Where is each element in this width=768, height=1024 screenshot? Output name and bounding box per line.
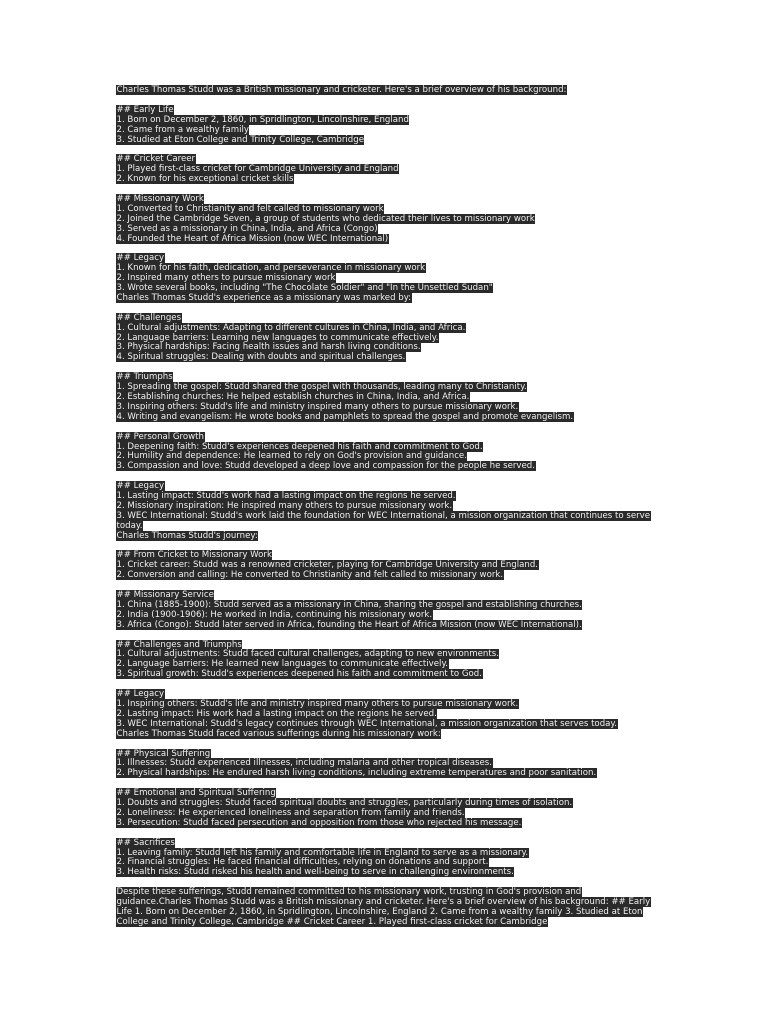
selected-text: ## Physical Suffering [116, 748, 211, 759]
selected-text: 2. Humility and dependence: He learned to rely on God's provision and guidance. [116, 451, 467, 462]
selected-text: ## Triumphs [116, 372, 173, 383]
selected-text: 1. Doubts and struggles: Studd faced spiritual doubts and struggles, particularly during times of isolation. [116, 798, 573, 809]
selected-text: ## From Cricket to Missionary Work [116, 550, 272, 561]
selected-text: ## Challenges and Triumphs [116, 639, 242, 650]
selected-text: 2. India (1900-1906): He worked in India, continuing his missionary work. [116, 609, 433, 620]
selected-text: 2. Language barriers: He learned new languages to communicate effectively. [116, 659, 449, 670]
selected-text: 2. Loneliness: He experienced loneliness and separation from family and friends. [116, 807, 465, 818]
document-paragraph [116, 551, 656, 581]
document-paragraph [116, 641, 656, 681]
selected-text: 3. Compassion and love: Studd developed a deep love and compassion for the people he served. [116, 461, 535, 472]
text-line [116, 868, 656, 878]
selected-text: 2. Establishing churches: He helped establish churches in China, India, and Africa. [116, 392, 470, 402]
selected-text: ## Missionary Service [116, 590, 214, 601]
selected-text: ## Early Life [116, 104, 174, 115]
selected-text: ## Sacrifices [116, 837, 175, 848]
text-line [116, 175, 656, 185]
selected-text: 4. Spiritual struggles: Dealing with doubts and spiritual challenges. [116, 352, 406, 363]
document-paragraph [116, 750, 656, 780]
selected-text: Charles Thomas Studd faced various sufferings during his missionary work: [116, 728, 441, 739]
selected-text: ## Emotional and Spiritual Suffering [116, 788, 276, 799]
document-paragraph [116, 482, 656, 541]
document-paragraph [116, 839, 656, 879]
selected-text: 1. Known for his faith, dedication, and perseverance in missionary work [116, 263, 426, 274]
selected-text: 1. Deepening faith: Studd's experiences deepened his faith and commitment to God. [116, 441, 483, 452]
document-paragraph [116, 254, 656, 304]
selected-text: 3. Persecution: Studd faced persecution and opposition from those who rejected his message. [116, 817, 522, 828]
document-paragraph [116, 106, 656, 146]
selected-text: 1. Leaving family: Studd left his family and comfortable life in England to serve as a missionary. [116, 847, 529, 858]
text-line [116, 571, 656, 581]
selected-text: ## Legacy [116, 481, 165, 492]
selected-text: 3. Served as a missionary in China, India, and Africa (Congo) [116, 223, 378, 234]
text-line [116, 670, 656, 680]
text-line [116, 621, 656, 631]
text-line [116, 235, 656, 245]
text-line [116, 730, 656, 740]
selected-text: ## Personal Growth [116, 431, 205, 442]
selected-text: 4. Writing and evangelism: He wrote books and pamphlets to spread the gospel and promote evangelism. [116, 411, 574, 422]
selected-text: 1. Cultural adjustments: Studd faced cultural challenges, adapting to new environments. [116, 649, 499, 660]
selected-text: 2. Language barriers: Learning new languages to communicate effectively. [116, 332, 439, 343]
document-paragraph [116, 155, 656, 185]
text-line [116, 462, 656, 472]
selected-text: 1. Spreading the gospel: Studd shared the gospel with thousands, leading many to Christianity. [116, 382, 527, 393]
document-paragraph [116, 195, 656, 245]
document-paragraph [116, 373, 656, 423]
selected-text: 2. Physical hardships: He endured harsh living conditions, including extreme temperatures and poor sanitation. [116, 768, 597, 779]
selected-text: 2. Financial struggles: He faced financial difficulties, relying on donations and support. [116, 857, 489, 868]
selected-text: 1. Played first-class cricket for Cambridge University and England [116, 164, 399, 175]
text-line [116, 888, 656, 928]
selected-text: 1. Cultural adjustments: Adapting to different cultures in China, India, and Africa. [116, 322, 466, 333]
document-body [116, 86, 656, 938]
selected-text: 1. Converted to Christianity and felt called to missionary work [116, 203, 384, 214]
selected-text: 2. Joined the Cambridge Seven, a group of students who dedicated their lives to missionary work [116, 213, 535, 224]
text-line [116, 353, 656, 363]
selected-text: 2. Inspired many others to pursue missionary work [116, 273, 336, 284]
selected-text: 1. Lasting impact: Studd's work had a lasting impact on the regions he served. [116, 491, 456, 502]
selected-text: 4. Founded the Heart of Africa Mission (now WEC International) [116, 233, 389, 244]
selected-text: 3. Africa (Congo): Studd later served in Africa, founding the Heart of Africa Mission (now WEC International). [116, 619, 582, 630]
document-paragraph [116, 86, 656, 96]
selected-text: 3. WEC International: Studd's legacy continues through WEC International, a mission organization that serves today. [116, 718, 618, 729]
selected-text: ## Cricket Career [116, 154, 196, 165]
selected-text: Charles Thomas Studd was a British missionary and cricketer. Here's a brief overview of his background: [116, 85, 567, 95]
text-line [116, 413, 656, 423]
selected-text: Despite these sufferings, Studd remained committed to his missionary work, trusting in God's provision and guidance.Charles Thomas Studd was a British missionary and cricketer. Here's a brief overview of his background: ## Early Life 1. Born on December 2, 1860, in Spridlington, Lincolnshire, England 2. Came from a wealthy family 3. Studied at Eton College and Trinity College, Cambridge ## Cricket Career 1. Played first-class cricket for Cambridge [116, 887, 651, 927]
selected-text: ## Legacy [116, 253, 165, 264]
selected-text: 1. Cricket career: Studd was a renowned cricketer, playing for Cambridge University and England. [116, 560, 539, 571]
selected-text: 2. Came from a wealthy family [116, 124, 249, 135]
text-line [116, 769, 656, 779]
text-line [116, 512, 656, 532]
selected-text: 1. China (1885-1900): Studd served as a missionary in China, sharing the gospel and establishing churches. [116, 599, 582, 610]
text-line [116, 532, 656, 542]
selected-text: 3. Health risks: Studd risked his health and well-being to serve in challenging environments. [116, 867, 514, 878]
document-paragraph [116, 690, 656, 740]
selected-text: 3. Spiritual growth: Studd's experiences deepened his faith and commitment to God. [116, 669, 482, 680]
selected-text: ## Legacy [116, 689, 165, 700]
document-paragraph [116, 433, 656, 473]
selected-text: Charles Thomas Studd's journey: [116, 530, 258, 541]
selected-text: 2. Known for his exceptional cricket skills [116, 174, 294, 185]
selected-text: 1. Illnesses: Studd experienced illnesses, including malaria and other tropical diseases. [116, 758, 493, 769]
selected-text: 2. Lasting impact: His work had a lasting impact on the regions he served. [116, 708, 437, 719]
selected-text: 3. Inspiring others: Studd's life and ministry inspired many others to pursue missionary work. [116, 401, 519, 412]
text-line [116, 294, 656, 304]
selected-text: Charles Thomas Studd's experience as a missionary was marked by: [116, 292, 412, 303]
selected-text: 3. Physical hardships: Facing health issues and harsh living conditions. [116, 342, 421, 353]
selected-text: 1. Inspiring others: Studd's life and ministry inspired many others to pursue missionary work. [116, 699, 519, 709]
selected-text: ## Challenges [116, 312, 182, 323]
text-line [116, 86, 656, 96]
selected-text: 2. Conversion and calling: He converted to Christianity and felt called to missionary work. [116, 570, 504, 581]
selected-text: 3. Wrote several books, including "The Chocolate Soldier" and "In the Unsettled Sudan" [116, 283, 493, 294]
document-paragraph [116, 314, 656, 364]
selected-text: 3. Studied at Eton College and Trinity College, Cambridge [116, 134, 364, 145]
selected-text: ## Missionary Work [116, 193, 204, 204]
selected-text: 1. Born on December 2, 1860, in Spridlington, Lincolnshire, England [116, 114, 409, 125]
selected-text: 3. WEC International: Studd's work laid the foundation for WEC International, a mission organization that continues to serve today. [116, 510, 651, 531]
document-paragraph [116, 789, 656, 829]
document-paragraph [116, 591, 656, 631]
selected-text: 2. Missionary inspiration: He inspired many others to pursue missionary work. [116, 500, 453, 511]
document-paragraph [116, 888, 656, 928]
text-line [116, 819, 656, 829]
text-line [116, 136, 656, 146]
